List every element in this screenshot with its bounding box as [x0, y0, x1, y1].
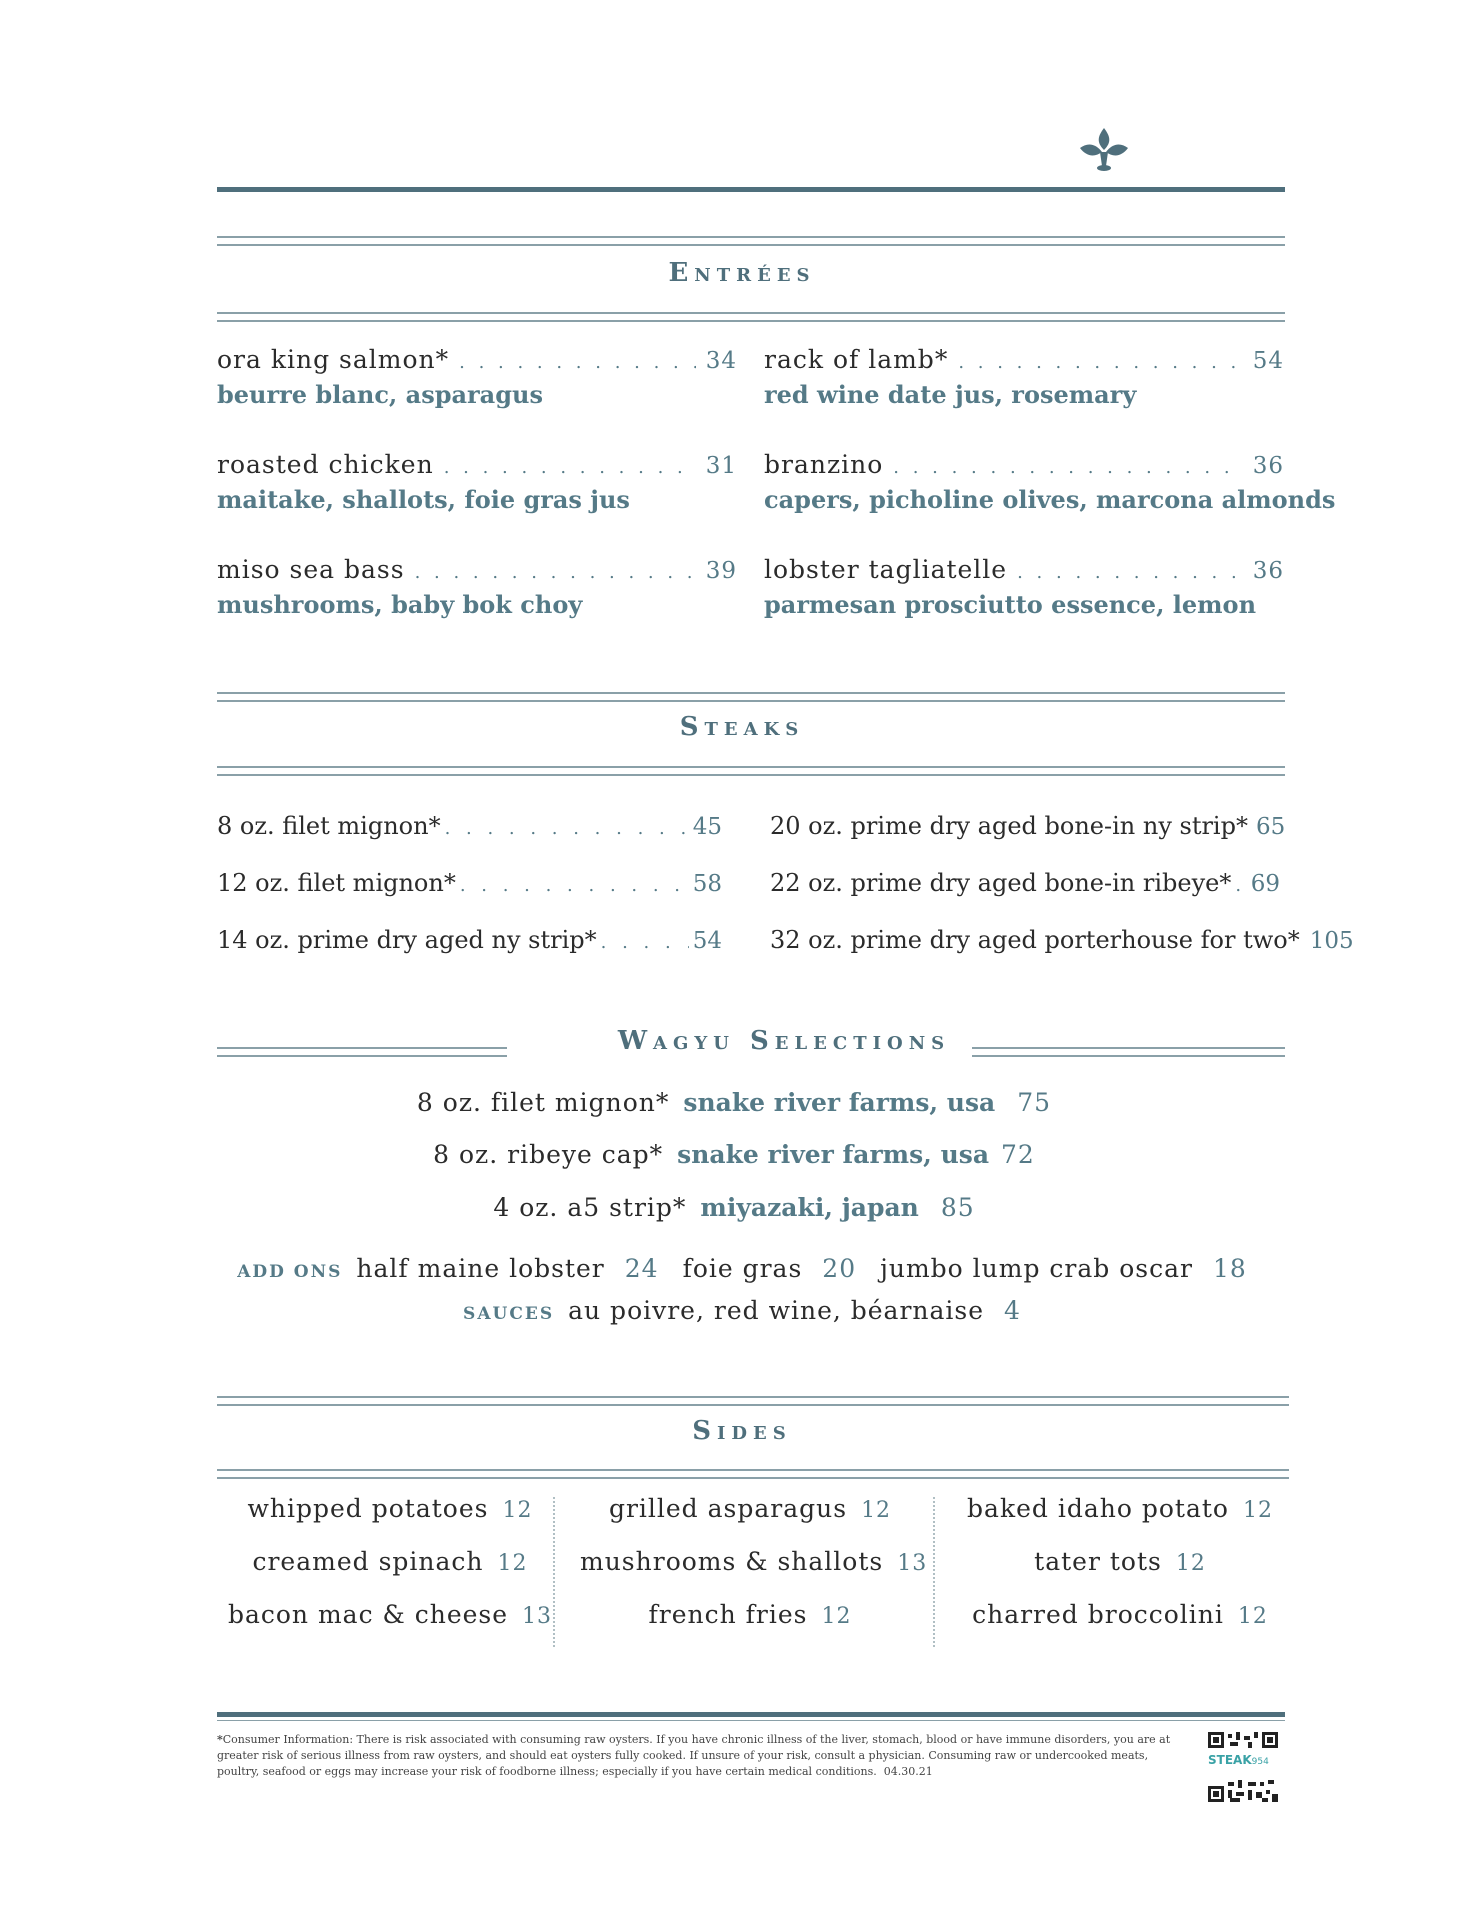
entree-price: 54 — [1252, 348, 1284, 374]
steak-item — [217, 869, 722, 897]
sauces-price: 4 — [1004, 1296, 1021, 1325]
addons-label: ADD ONS — [237, 1262, 343, 1282]
entree-desc: maitake, shallots, foie gras jus — [217, 485, 630, 514]
bottom-rule-thin — [217, 1720, 1285, 1721]
wagyu-price: 72 — [1001, 1140, 1035, 1169]
steak-price: 45 — [692, 814, 722, 840]
steaks-title — [0, 712, 1484, 742]
leader-dots — [415, 562, 696, 583]
addon-price: 18 — [1212, 1254, 1247, 1283]
entrees-title-text: Entrées — [668, 258, 816, 288]
steak-item — [217, 812, 722, 840]
side-name: tater tots — [1034, 1547, 1162, 1576]
sides-column — [580, 1494, 928, 1653]
side-item — [220, 1494, 560, 1547]
sides-title-text: Sides — [692, 1416, 792, 1446]
wagyu-origin: miyazaki, japan — [700, 1193, 919, 1222]
entree-item — [764, 345, 1284, 409]
side-item — [580, 1547, 928, 1600]
wagyu-price: 75 — [1017, 1088, 1052, 1117]
steaks-rule-top — [217, 692, 1285, 702]
steak-price: 54 — [692, 928, 722, 954]
addon-price: 20 — [822, 1254, 857, 1283]
wagyu-price: 85 — [940, 1193, 975, 1222]
addon-name: jumbo lump crab oscar — [880, 1254, 1193, 1283]
steak-name: 22 oz. prime dry aged bone-in ribeye* — [770, 869, 1232, 897]
leader-dots — [460, 875, 689, 896]
top-rule — [217, 187, 1285, 192]
steak-item — [770, 926, 1354, 954]
fleur-ornament-icon — [1078, 126, 1130, 172]
wagyu-origin: snake river farms, usa — [677, 1140, 990, 1169]
steak-name: 14 oz. prime dry aged ny strip* — [217, 926, 597, 954]
side-name: grilled asparagus — [608, 1494, 848, 1523]
qr-brand-text: STEAK — [1208, 1753, 1252, 1767]
sides-divider — [933, 1497, 935, 1647]
entree-price: 39 — [705, 558, 737, 584]
side-name: baked idaho potato — [967, 1494, 1229, 1523]
side-price: 13 — [522, 1604, 553, 1629]
wagyu-origin: snake river farms, usa — [683, 1088, 996, 1117]
side-item — [580, 1494, 920, 1547]
steak-name: 8 oz. filet mignon* — [217, 812, 441, 840]
steak-name: 12 oz. filet mignon* — [217, 869, 456, 897]
sides-title — [0, 1416, 1484, 1446]
entree-name: miso sea bass — [217, 555, 405, 584]
steak-name: 20 oz. prime dry aged bone-in ny strip* — [770, 812, 1248, 840]
side-price: 12 — [861, 1498, 892, 1523]
side-name: whipped potatoes — [247, 1494, 489, 1523]
leader-dots — [445, 818, 689, 839]
entrees-rule-bottom — [217, 312, 1285, 322]
addon-name: half maine lobster — [356, 1254, 605, 1283]
side-price: 12 — [1175, 1551, 1206, 1576]
wagyu-item — [0, 1193, 1476, 1222]
sides-column — [220, 1494, 560, 1653]
steak-item — [770, 812, 1286, 840]
entree-desc: beurre blanc, asparagus — [217, 380, 543, 409]
qr-brand — [1208, 1753, 1278, 1767]
sides-rule-top — [217, 1396, 1289, 1406]
leader-dots — [444, 457, 696, 478]
side-name: charred broccolini — [972, 1600, 1224, 1629]
wagyu-title-text: Wagyu Selections — [617, 1026, 951, 1056]
leader-dots — [459, 352, 696, 373]
entree-name: rack of lamb* — [764, 345, 949, 374]
side-item — [220, 1600, 560, 1653]
side-item — [950, 1600, 1290, 1653]
entree-desc: red wine date jus, rosemary — [764, 380, 1137, 409]
addon-name: foie gras — [682, 1254, 803, 1283]
qr-brand-suffix: 954 — [1251, 1757, 1269, 1767]
side-price: 13 — [897, 1551, 928, 1576]
entree-price: 36 — [1252, 558, 1284, 584]
side-name: bacon mac & cheese — [227, 1600, 509, 1629]
leader-dots — [1235, 875, 1246, 896]
sauces-text: au poivre, red wine, béarnaise — [568, 1296, 985, 1325]
side-item — [220, 1547, 560, 1600]
side-name: creamed spinach — [252, 1547, 484, 1576]
entree-item — [764, 555, 1284, 619]
leader-dots — [601, 932, 689, 953]
entree-item — [217, 450, 737, 514]
entree-name: branzino — [764, 450, 884, 479]
footnote-text: Consumer Information: There is risk associated with consuming raw oysters. If you have chronic illness of the liver, stomach, blood or have immune disorders, you are at greater risk of serious illness from raw oysters, and should eat oysters fully cooked. If unsure of your risk, consult a physician. Consuming raw or undercooked meats, poultry, seafood or eggs may increase your risk of foodborne illness; especially if you have certain medical conditions. — [217, 1733, 1171, 1778]
steak-price: 65 — [1255, 814, 1286, 840]
entree-name: ora king salmon* — [217, 345, 450, 374]
side-price: 12 — [497, 1551, 528, 1576]
entree-desc: mushrooms, baby bok choy — [217, 590, 583, 619]
steaks-rule-bottom — [217, 766, 1285, 776]
side-price: 12 — [821, 1604, 852, 1629]
steak-item — [770, 869, 1280, 897]
footnote-star: * — [217, 1733, 223, 1746]
entree-item — [764, 450, 1336, 514]
steak-price: 105 — [1309, 928, 1354, 954]
entree-desc: capers, picholine olives, marcona almonds — [764, 485, 1336, 514]
side-item — [580, 1600, 920, 1653]
wagyu-item — [0, 1140, 1476, 1169]
side-price: 12 — [1242, 1498, 1273, 1523]
steak-price: 58 — [692, 871, 722, 897]
side-price: 12 — [502, 1498, 533, 1523]
wagyu-name: 8 oz. ribeye cap* — [433, 1140, 664, 1169]
sauces-row — [0, 1296, 1484, 1325]
steak-price: 69 — [1250, 871, 1280, 897]
steak-item — [217, 926, 722, 954]
footnote-date: 04.30.21 — [883, 1765, 933, 1778]
side-price: 12 — [1237, 1604, 1268, 1629]
sides-divider — [553, 1497, 555, 1647]
side-name: mushrooms & shallots — [580, 1547, 884, 1576]
entree-price: 36 — [1252, 453, 1284, 479]
steak-name: 32 oz. prime dry aged porterhouse for two* — [770, 926, 1300, 954]
addons-row — [0, 1254, 1484, 1283]
entree-item — [217, 555, 737, 619]
entree-price: 34 — [705, 348, 737, 374]
bottom-rule — [217, 1712, 1285, 1717]
wagyu-title — [42, 1026, 1484, 1056]
entrees-rule-top — [217, 236, 1285, 246]
entree-desc: parmesan prosciutto essence, lemon — [764, 590, 1257, 619]
entrees-title — [0, 258, 1484, 288]
qr-code-icon[interactable] — [1208, 1732, 1278, 1802]
leader-dots — [893, 457, 1242, 478]
entree-name: roasted chicken — [217, 450, 434, 479]
leader-dots — [1017, 562, 1243, 583]
sides-column — [950, 1494, 1290, 1653]
steaks-title-text: Steaks — [679, 712, 805, 742]
wagyu-name: 8 oz. filet mignon* — [416, 1088, 670, 1117]
entree-item — [217, 345, 737, 409]
addon-price: 24 — [624, 1254, 659, 1283]
wagyu-name: 4 oz. a5 strip* — [493, 1193, 687, 1222]
sides-rule-bottom — [217, 1469, 1289, 1479]
side-name: french fries — [648, 1600, 808, 1629]
sauces-label: SAUCES — [463, 1304, 555, 1324]
side-item — [950, 1494, 1290, 1547]
entree-price: 31 — [705, 453, 737, 479]
wagyu-item — [0, 1088, 1476, 1117]
entree-name: lobster tagliatelle — [764, 555, 1008, 584]
side-item — [950, 1547, 1290, 1600]
leader-dots — [958, 352, 1242, 373]
consumer-advisory — [217, 1732, 1187, 1780]
